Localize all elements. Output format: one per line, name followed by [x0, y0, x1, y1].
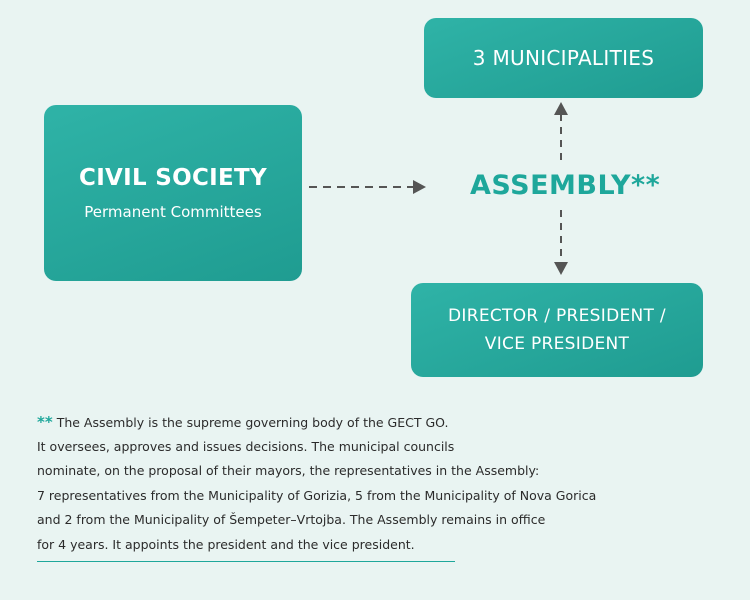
- civil-society-title: CIVIL SOCIETY: [79, 165, 267, 191]
- municipalities-label: 3 MUNICIPALITIES: [472, 46, 655, 70]
- footnote-line: and 2 from the Municipality of Šempeter–Vrtojba. The Assembly remains in office: [37, 512, 546, 527]
- footnote-line: 7 representatives from the Municipality of Gorizia, 5 from the Municipality of Nova Gorica: [37, 487, 597, 503]
- footnote-text: The Assembly is the supreme governing body of the GECT GO.: [56, 415, 449, 430]
- footnote: [37, 410, 597, 557]
- footnote-line: It oversees, approves and issues decisions. The municipal councils: [37, 438, 455, 454]
- arrow-assembly-to-director: [554, 210, 568, 275]
- footnote-line: [37, 410, 597, 435]
- footnote-divider: [37, 561, 455, 562]
- civil-society-subtitle: Permanent Committees: [84, 203, 262, 221]
- arrow-civil-to-assembly: [309, 180, 426, 194]
- director-line-2: VICE PRESIDENT: [484, 334, 630, 354]
- footnote-marker: **: [37, 413, 53, 431]
- footnote-line: nominate, on the proposal of their mayors, the representatives in the Assembly:: [37, 463, 540, 478]
- director-line-1: DIRECTOR / PRESIDENT /: [448, 306, 666, 326]
- footnote-line: for 4 years. It appoints the president and the vice president.: [37, 536, 415, 552]
- arrow-assembly-to-municipalities: [554, 102, 568, 160]
- assembly-label: ASSEMBLY**: [470, 170, 661, 201]
